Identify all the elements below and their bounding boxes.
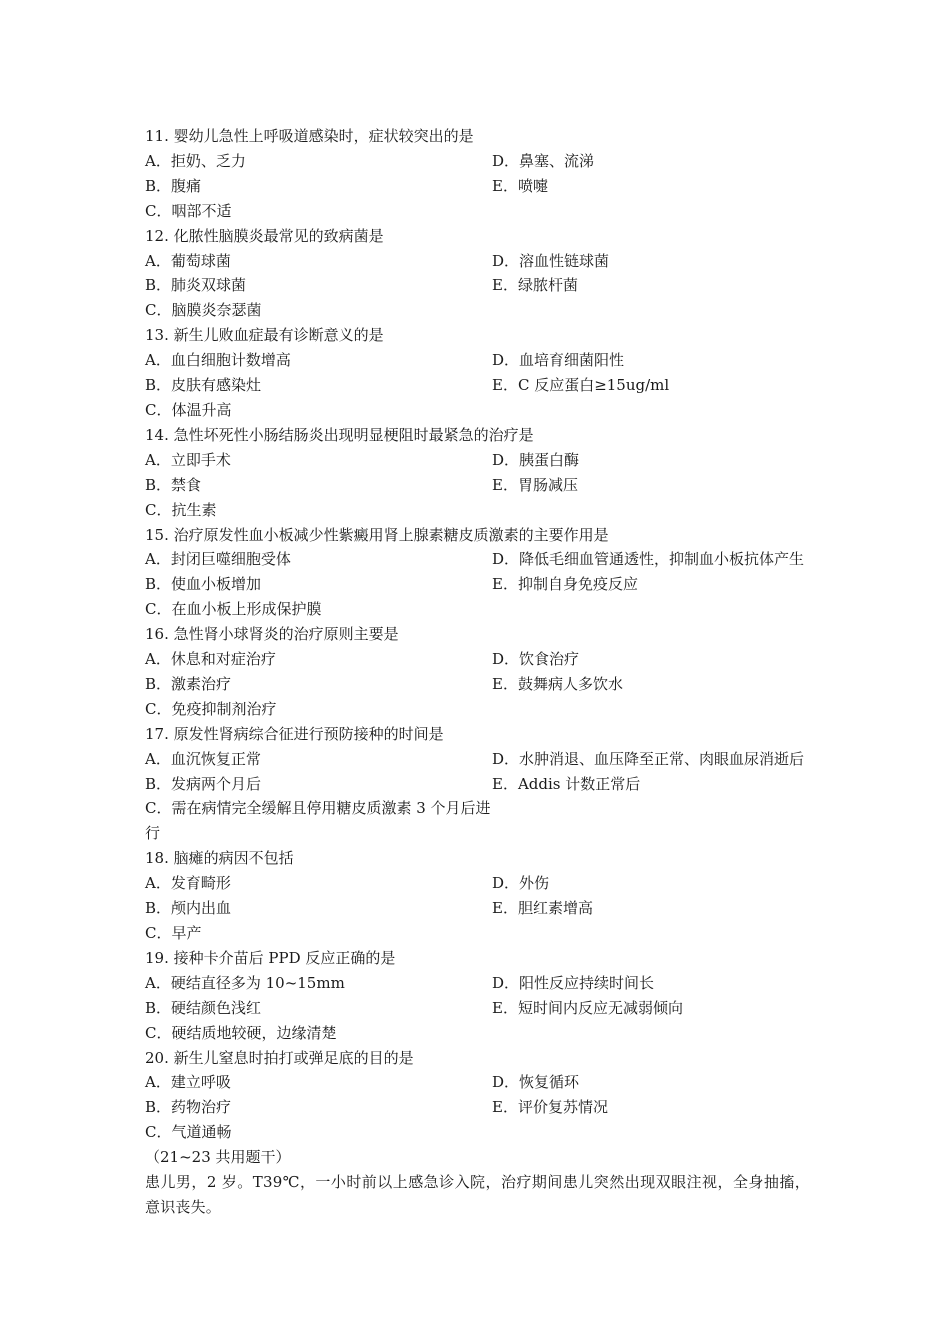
question-block xyxy=(145,523,810,623)
question-stem: 18. 脑瘫的病因不包括 xyxy=(145,849,294,868)
option-text: B．发病两个月后 xyxy=(145,774,262,793)
options-left-column xyxy=(145,249,492,324)
option-text: A．葡萄球菌 xyxy=(145,251,231,270)
option-text: E．短时间内反应无减弱倾向 xyxy=(492,998,683,1017)
option-text: B．皮肤有感染灶 xyxy=(145,376,262,395)
option-text: D．胰蛋白酶 xyxy=(492,450,580,469)
option-text: A．休息和对症治疗 xyxy=(145,650,276,669)
options-right-column xyxy=(492,348,810,423)
case-block xyxy=(145,1145,810,1220)
question-block xyxy=(145,323,810,423)
case-stem-text: 患儿男，2 岁。T39℃，一小时前以上感急诊入院，治疗期间患儿突然出现双眼注视，全身抽搐，意识丧失。 xyxy=(145,1173,810,1216)
option-text: B．肺炎双球菌 xyxy=(145,276,247,295)
question-stem: 19. 接种卡介苗后 PPD 反应正确的是 xyxy=(145,948,396,967)
question-block xyxy=(145,722,810,847)
option-text: E．C 反应蛋白≥15ug/ml xyxy=(492,376,670,395)
question-stem: 17. 原发性肾病综合征进行预防接种的时间是 xyxy=(145,724,444,743)
option-text: A．封闭巨噬细胞受体 xyxy=(145,550,291,569)
option-text: B．使血小板增加 xyxy=(145,575,262,594)
option-text: D．血培育细菌阳性 xyxy=(492,351,625,370)
question-stem: 20. 新生儿窒息时拍打或弹足底的目的是 xyxy=(145,1048,414,1067)
options-left-column xyxy=(145,448,492,523)
question-block xyxy=(145,846,810,946)
option-text: A．立即手术 xyxy=(145,450,231,469)
option-text: A．拒奶、乏力 xyxy=(145,151,246,170)
option-text: A．发育畸形 xyxy=(145,874,231,893)
option-text: C．早产 xyxy=(145,924,202,942)
options-left-column xyxy=(145,547,492,622)
option-text: C．咽部不适 xyxy=(145,201,232,220)
option-text: D．外伤 xyxy=(492,874,550,893)
question-block xyxy=(145,946,810,1046)
options-grid xyxy=(145,971,810,1046)
case-heading: （21~23 共用题干） xyxy=(145,1148,291,1167)
question-stem: 12. 化脓性脑膜炎最常见的致病菌是 xyxy=(145,226,384,245)
question-stem: 15. 治疗原发性血小板减少性紫癜用肾上腺素糖皮质激素的主要作用是 xyxy=(145,525,609,544)
option-text: E．胆红素增高 xyxy=(492,899,593,918)
option-text: C．需在病情完全缓解且停用糖皮质激素 3 个月后进行 xyxy=(145,799,491,843)
options-grid xyxy=(145,1070,810,1145)
options-right-column xyxy=(492,971,810,1046)
option-text: B．禁食 xyxy=(145,475,202,494)
option-text: C．抗生素 xyxy=(145,500,217,519)
question-stem: 13. 新生儿败血症最有诊断意义的是 xyxy=(145,326,384,345)
option-text: C．硬结质地较硬，边缘清楚 xyxy=(145,1023,337,1042)
options-left-column xyxy=(145,871,492,946)
options-left-column xyxy=(145,747,492,847)
option-text: E．喷嚏 xyxy=(492,176,548,195)
options-left-column xyxy=(145,647,492,722)
options-left-column xyxy=(145,348,492,423)
option-text: C．体温升高 xyxy=(145,400,232,419)
options-left-column xyxy=(145,971,492,1046)
document-body xyxy=(145,124,810,1220)
option-text: A．血沉恢复正常 xyxy=(145,749,261,768)
question-stem: 14. 急性坏死性小肠结肠炎出现明显梗阻时最紧急的治疗是 xyxy=(145,425,534,444)
options-grid xyxy=(145,149,810,224)
option-text: E．鼓舞病人多饮水 xyxy=(492,674,623,693)
option-text: B．颅内出血 xyxy=(145,899,232,918)
options-right-column xyxy=(492,1070,810,1145)
options-grid xyxy=(145,871,810,946)
question-block xyxy=(145,224,810,324)
option-text: D．溶血性链球菌 xyxy=(492,251,610,270)
option-text: B．激素治疗 xyxy=(145,674,232,693)
option-text: C．在血小板上形成保护膜 xyxy=(145,600,322,619)
option-text: E．Addis 计数正常后 xyxy=(492,774,641,793)
options-left-column xyxy=(145,1070,492,1145)
option-text: D．降低毛细血管通透性，抑制血小板抗体产生 xyxy=(492,550,805,569)
option-text: C．免疫抑制剂治疗 xyxy=(145,699,277,718)
options-grid xyxy=(145,747,810,847)
options-right-column xyxy=(492,871,810,946)
options-left-column xyxy=(145,149,492,224)
options-right-column xyxy=(492,547,810,622)
option-text: A．血白细胞计数增高 xyxy=(145,351,291,370)
option-text: E．绿脓杆菌 xyxy=(492,276,578,295)
option-text: D．恢复循环 xyxy=(492,1073,580,1092)
option-text: E．胃肠减压 xyxy=(492,475,578,494)
option-text: B．硬结颜色浅红 xyxy=(145,998,262,1017)
option-text: E．评价复苏情况 xyxy=(492,1098,608,1117)
options-grid xyxy=(145,647,810,722)
question-block xyxy=(145,622,810,722)
options-grid xyxy=(145,348,810,423)
option-text: B．腹痛 xyxy=(145,176,202,195)
options-grid xyxy=(145,249,810,324)
question-stem: 16. 急性肾小球肾炎的治疗原则主要是 xyxy=(145,625,399,644)
option-text: D．饮食治疗 xyxy=(492,650,580,669)
question-stem: 11. 婴幼儿急性上呼吸道感染时，症状较突出的是 xyxy=(145,127,474,145)
option-text: C．脑膜炎奈瑟菌 xyxy=(145,301,262,320)
option-text: D．水肿消退、血压降至正常、肉眼血尿消逝后 xyxy=(492,749,805,768)
option-text: A．硬结直径多为 10~15mm xyxy=(145,973,345,992)
options-right-column xyxy=(492,647,810,722)
option-text: D．鼻塞、流涕 xyxy=(492,151,595,170)
option-text: C．气道通畅 xyxy=(145,1123,232,1142)
question-block xyxy=(145,124,810,224)
options-right-column xyxy=(492,747,810,847)
question-block xyxy=(145,1046,810,1146)
options-grid xyxy=(145,448,810,523)
option-text: B．药物治疗 xyxy=(145,1098,232,1117)
options-right-column xyxy=(492,249,810,324)
options-grid xyxy=(145,547,810,622)
options-right-column xyxy=(492,149,810,224)
question-block xyxy=(145,423,810,523)
option-text: A．建立呼吸 xyxy=(145,1073,231,1092)
option-text: D．阳性反应持续时间长 xyxy=(492,973,655,992)
options-right-column xyxy=(492,448,810,523)
option-text: E．抑制自身免疫反应 xyxy=(492,575,638,594)
